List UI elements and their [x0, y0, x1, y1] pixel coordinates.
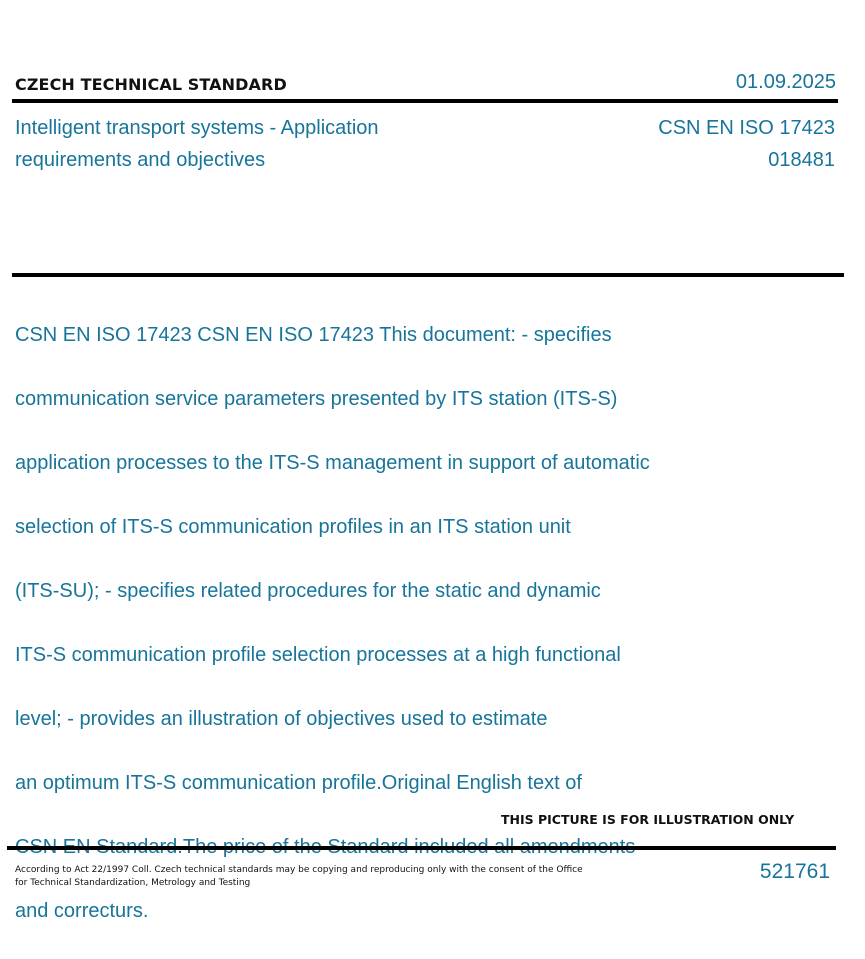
description-line: (ITS-SU); - specifies related procedures for the static and dynamic: [15, 580, 601, 602]
standard-code: CSN EN ISO 17423: [658, 117, 835, 139]
standard-title-line-2: requirements and objectives: [15, 149, 266, 171]
illustration-disclaimer: THIS PICTURE IS FOR ILLUSTRATION ONLY: [501, 812, 795, 827]
description-line: level; - provides an illustration of objectives used to estimate: [15, 708, 548, 730]
legal-notice-line-2: for Technical Standardization, Metrology and Testing: [15, 878, 251, 888]
legal-notice-line-1: According to Act 22/1997 Coll. Czech technical standards may be copying and reproducing only with the consent of the Office: [15, 865, 583, 875]
footer-divider: [7, 846, 836, 850]
standard-description: [15, 287, 715, 959]
publication-date: 01.09.2025: [735, 71, 836, 93]
standard-identifiers: [658, 112, 835, 176]
title-divider: [12, 273, 844, 277]
description-line: application processes to the ITS-S management in support of automatic: [15, 452, 650, 474]
description-line: communication service parameters presented by ITS station (ITS-S): [15, 388, 618, 410]
description-line: ITS-S communication profile selection processes at a high functional: [15, 644, 621, 666]
standard-catalog-number: 018481: [768, 149, 835, 171]
description-line: and correcturs.: [15, 900, 149, 922]
header-divider: [12, 99, 838, 103]
standard-title: [15, 112, 445, 176]
document-type-label: CZECH TECHNICAL STANDARD: [15, 75, 287, 94]
description-line: an optimum ITS-S communication profile.Original English text of: [15, 772, 582, 794]
legal-notice: [15, 864, 585, 890]
standard-title-line-1: Intelligent transport systems - Application: [15, 117, 379, 139]
description-line: CSN EN ISO 17423 CSN EN ISO 17423 This document: - specifies: [15, 324, 612, 346]
description-line: selection of ITS-S communication profiles in an ITS station unit: [15, 516, 571, 538]
footer-number: 521761: [759, 860, 830, 883]
